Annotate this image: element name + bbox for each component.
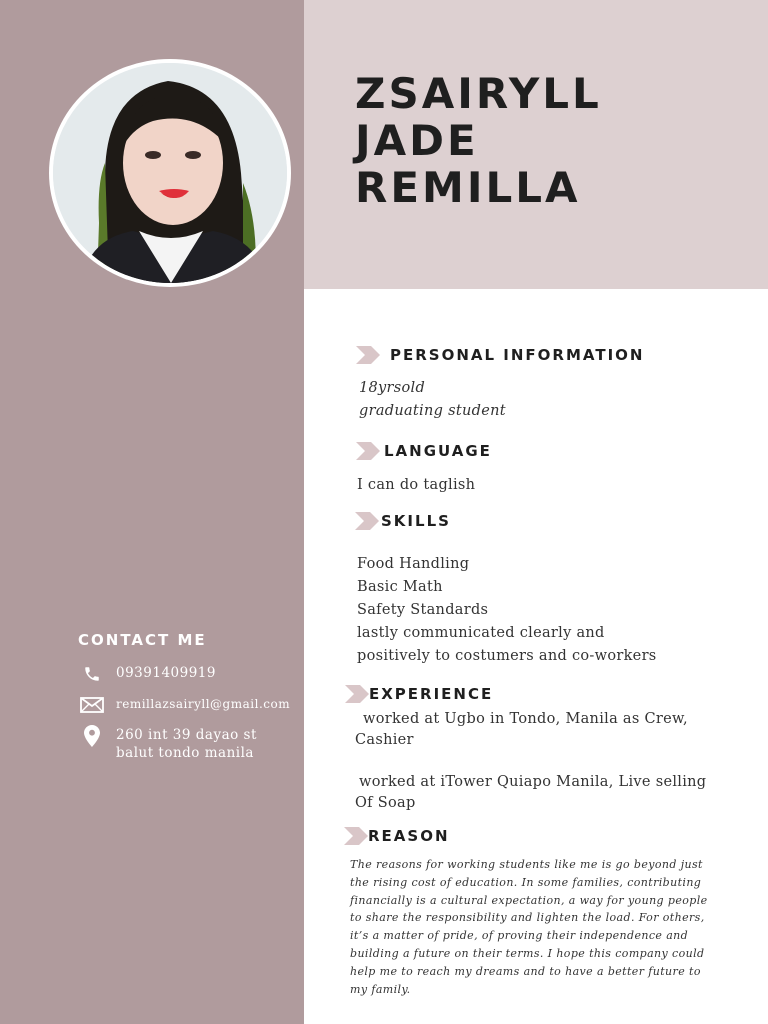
contact-phone	[80, 664, 216, 684]
email-address[interactable]: remillazsairyll@gmail.com	[116, 697, 291, 711]
reason-paragraph: The reasons for working students like me is go beyond just the rising cost of education. In some families, contributing financially is a cultural expectation, a way for young people to share the responsibility and lighten the load. For others, it’s a matter of pride, of proving their independence and building a future on their terms. I hope this company could help me to reach my dreams and to have a better future to my family.	[350, 858, 708, 996]
personal-info-text	[359, 377, 506, 423]
portrait-image	[53, 63, 287, 283]
full-name	[355, 70, 755, 211]
section-skills	[355, 512, 451, 530]
skill-item: Safety Standards	[357, 602, 489, 618]
experience-job-1-line-2: Cashier	[355, 732, 414, 748]
experience-job-2-line-1: worked at iTower Quiapo Manila, Live selling	[359, 774, 707, 790]
chevron-icon	[355, 512, 379, 530]
experience-job-2	[355, 772, 706, 814]
address-line-2: balut tondo manila	[116, 745, 254, 761]
name-middle: JADE	[355, 116, 479, 165]
location-pin-icon	[80, 726, 104, 746]
contact-email	[80, 695, 290, 715]
contact-address	[80, 726, 257, 762]
address-text	[116, 726, 257, 762]
section-personal-information	[356, 346, 644, 364]
chevron-icon	[344, 827, 368, 845]
chevron-icon	[345, 685, 369, 703]
contact-title: CONTACT ME	[78, 631, 207, 649]
experience-job-1	[355, 709, 688, 751]
section-experience	[345, 685, 493, 703]
language-value: I can do taglish	[357, 477, 476, 493]
personal-status: graduating student	[359, 403, 506, 419]
section-title: EXPERIENCE	[369, 685, 494, 703]
experience-job-2-line-2: Of Soap	[355, 795, 416, 811]
section-title: LANGUAGE	[384, 442, 492, 460]
experience-job-1-line-1: worked at Ugbo in Tondo, Manila as Crew,	[363, 711, 688, 727]
language-text	[357, 474, 475, 497]
phone-icon	[80, 664, 104, 684]
section-language	[356, 442, 492, 460]
chevron-icon	[356, 442, 380, 460]
name-first: ZSAIRYLL	[355, 69, 602, 118]
section-title: SKILLS	[381, 512, 451, 530]
skill-item: Basic Math	[357, 579, 443, 595]
section-title: PERSONAL INFORMATION	[390, 346, 645, 364]
profile-photo	[49, 59, 291, 287]
skill-item: positively to costumers and co-workers	[357, 648, 657, 664]
mail-icon	[80, 695, 104, 715]
chevron-icon	[356, 346, 380, 364]
section-reason	[344, 827, 450, 845]
skills-list	[357, 553, 657, 668]
skill-item: Food Handling	[357, 556, 470, 572]
address-line-1: 260 int 39 dayao st	[116, 727, 257, 743]
personal-age: 18yrsold	[359, 380, 426, 396]
skill-item: lastly communicated clearly and	[357, 625, 605, 641]
name-last: REMILLA	[355, 163, 581, 212]
phone-number[interactable]: 09391409919	[116, 665, 216, 681]
section-title: REASON	[368, 827, 450, 845]
